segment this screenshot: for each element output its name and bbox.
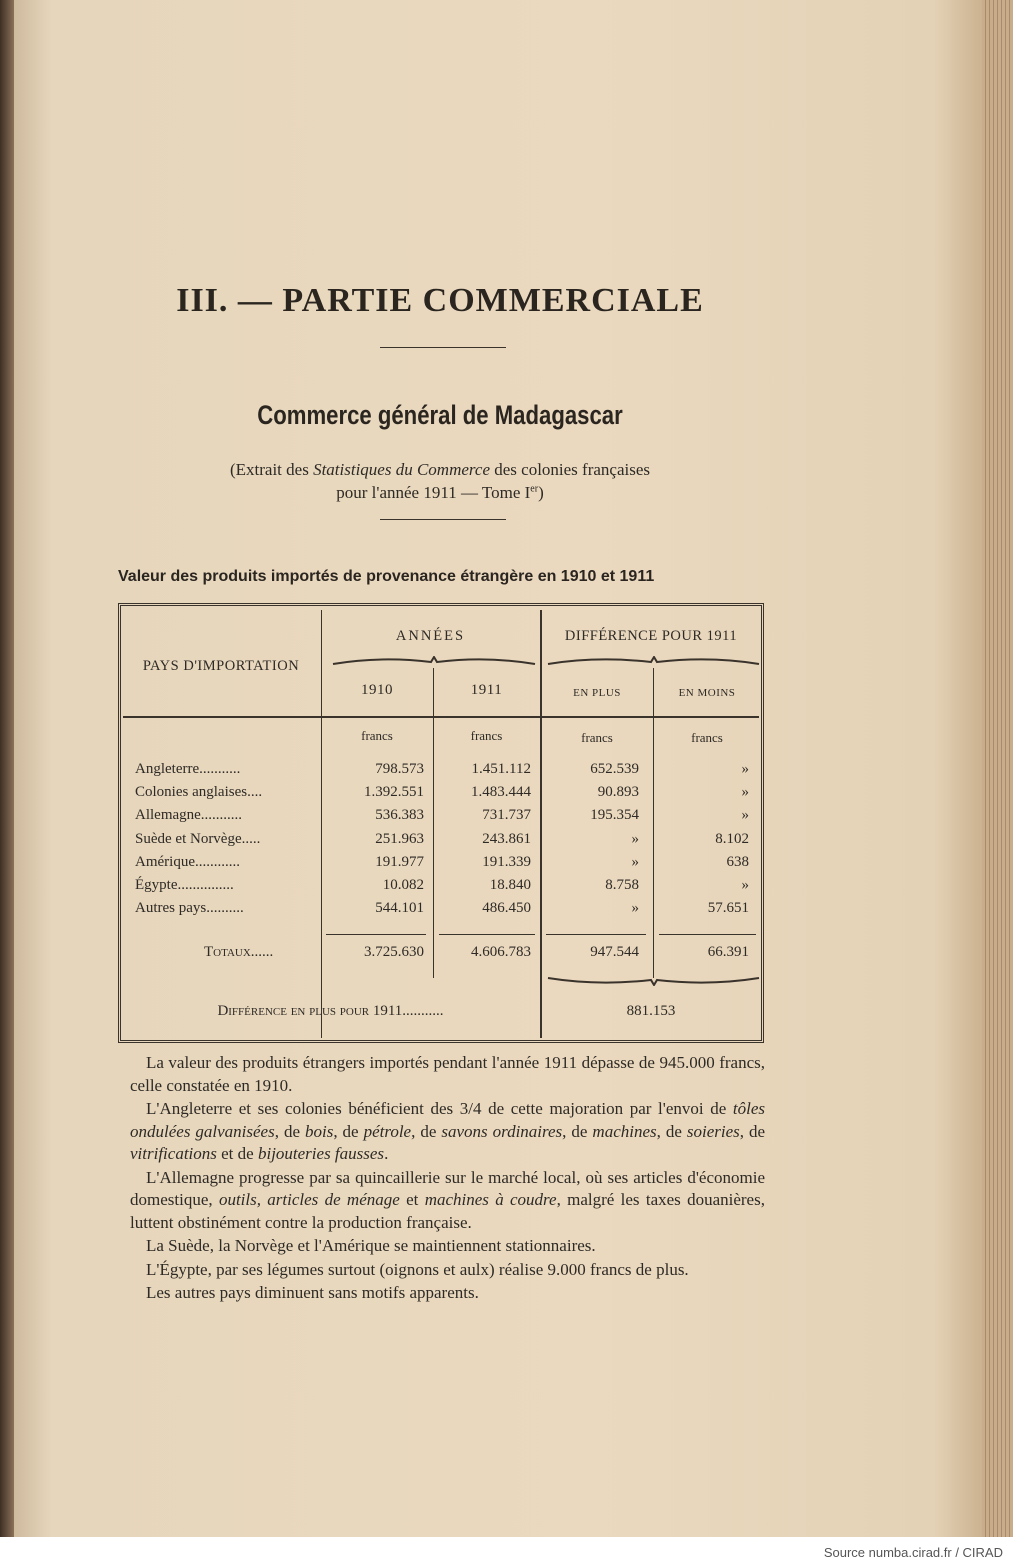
- paragraph: [130, 1282, 765, 1305]
- paragraph-text: , malgré les taxes douanières, luttent obstinément contre la production française.: [130, 1190, 765, 1232]
- paragraph-text: , de: [739, 1121, 766, 1141]
- row-country: Égypte...............: [135, 877, 234, 893]
- header-1910: 1910: [361, 682, 393, 698]
- table-title: Valeur des produits importés de provenance étrangère en 1910 et 1911: [118, 568, 655, 585]
- row-value-y1910: 251.963: [375, 830, 424, 847]
- extract-source: Statistiques du Commerce: [313, 460, 490, 479]
- extract-rule: [380, 519, 506, 520]
- extract-line-2: [100, 483, 780, 503]
- header-1911: 1911: [470, 682, 503, 698]
- paragraph-text: Les autres pays diminuent sans motifs apparents.: [146, 1283, 479, 1302]
- paragraph: [130, 1259, 765, 1282]
- paragraph-text: , de: [656, 1121, 687, 1141]
- row-value-y1910: 536.383: [375, 807, 424, 824]
- diff-brace: [546, 656, 761, 666]
- row-value-moins: »: [741, 877, 749, 893]
- unit-label: francs: [361, 728, 393, 743]
- row-country: Amérique............: [135, 853, 240, 870]
- paragraph-text: et: [399, 1190, 425, 1209]
- totals-rule: [659, 934, 756, 935]
- row-country: Suède et Norvège.....: [135, 830, 261, 847]
- extract-sup: er: [530, 483, 539, 495]
- emphasis-text: machines à coudre: [424, 1190, 557, 1209]
- row-value-moins: 57.651: [707, 900, 749, 917]
- row-value-y1911: 243.861: [482, 830, 531, 847]
- header-en-plus: EN PLUS: [573, 687, 621, 699]
- imports-table: [118, 603, 764, 1043]
- row-value-y1911: 191.339: [482, 853, 531, 870]
- paragraph-text: L'Égypte, par ses légumes surtout (oignons et aulx) réalise 9.000 francs de plus.: [146, 1259, 689, 1279]
- emphasis-text: tôles ondulées galvanisées: [130, 1099, 765, 1141]
- row-country: Allemagne...........: [135, 807, 243, 824]
- row-value-y1911: 1.483.444: [471, 784, 531, 801]
- paragraph-text: et de: [216, 1144, 258, 1163]
- paragraph: [130, 1052, 765, 1097]
- emphasis-text: vitrifications: [130, 1144, 217, 1163]
- unit-label: francs: [691, 730, 723, 745]
- extract-text: des colonies françaises: [489, 460, 651, 479]
- total-1911: 4.606.783: [471, 944, 531, 960]
- total-1910: 3.725.630: [364, 944, 424, 960]
- row-value-y1910: 10.082: [382, 877, 424, 893]
- commentary: [130, 1052, 765, 1305]
- row-value-y1910: 191.977: [375, 853, 424, 870]
- paragraph: [130, 1235, 765, 1258]
- totals-brace: [546, 976, 761, 986]
- row-value-y1910: 544.101: [375, 900, 424, 917]
- row-value-y1910: 1.392.551: [364, 784, 424, 801]
- paragraph-text: , de: [411, 1121, 442, 1141]
- unit-label: francs: [470, 728, 503, 743]
- paragraph-text: .: [384, 1144, 389, 1163]
- row-value-y1911: 486.450: [482, 900, 531, 917]
- extract-text: pour l'année 1911 — Tome I: [336, 483, 531, 502]
- row-country: Colonies anglaises....: [135, 784, 263, 801]
- emphasis-text: bois: [304, 1121, 334, 1141]
- paragraph-text: La Suède, la Norvège et l'Amérique se maintiennent stationnaires.: [146, 1236, 596, 1255]
- row-value-y1910: 798.573: [375, 761, 424, 777]
- row-value-plus: 8.758: [605, 877, 639, 893]
- paragraph-text: , de: [562, 1121, 593, 1141]
- paragraph: [130, 1098, 765, 1166]
- totals-rule: [439, 934, 535, 935]
- row-value-plus: »: [631, 853, 639, 870]
- row-value-y1911: 731.737: [482, 807, 531, 824]
- emphasis-text: soieries: [686, 1121, 740, 1141]
- unit-label: francs: [581, 730, 613, 745]
- emphasis-text: bijouteries fausses: [257, 1144, 385, 1163]
- row-country: Autres pays..........: [135, 900, 244, 917]
- extract-text: (Extrait des: [229, 460, 314, 479]
- section-title: III. — PARTIE COMMERCIALE: [176, 282, 704, 319]
- title-rule: [380, 347, 506, 348]
- years-brace: [331, 656, 537, 666]
- paragraph-text: , de: [274, 1121, 305, 1141]
- paragraph: [130, 1167, 765, 1235]
- totals-rule: [326, 934, 426, 935]
- paragraph-text: La valeur des produits étrangers importés pendant l'année 1911 dépasse de 945.000 francs, celle constatée en 1910.: [130, 1053, 765, 1095]
- row-value-moins: »: [741, 761, 749, 777]
- row-value-plus: 90.893: [597, 784, 639, 801]
- document-subtitle: Commerce général de Madagascar: [257, 400, 623, 430]
- row-value-plus: 195.354: [590, 807, 639, 824]
- book-spine-edge: [0, 0, 14, 1537]
- difference-label: Différence en plus pour 1911...........: [217, 1003, 444, 1019]
- paragraph-text: L'Angleterre et ses colonies bénéficient des 3/4 de cette majoration par l'envoi de: [146, 1099, 733, 1118]
- header-country: PAYS D'IMPORTATION: [142, 658, 300, 674]
- total-en-moins: 66.391: [707, 944, 749, 960]
- row-value-moins: »: [741, 784, 749, 801]
- paragraph-text: L'Allemagne progresse par sa quincaillerie sur le marché local, où ses articles d'économie domestique,: [130, 1167, 765, 1209]
- emphasis-text: savons ordinaires: [441, 1121, 563, 1141]
- row-value-y1911: 18.840: [489, 877, 531, 893]
- header-difference: DIFFÉRENCE POUR 1911: [564, 628, 738, 644]
- page-stack-edge: [982, 0, 1013, 1537]
- row-value-moins: »: [741, 807, 749, 824]
- row-value-y1911: 1.451.112: [471, 761, 531, 777]
- paragraph-text: , de: [333, 1121, 364, 1141]
- extract-line-1: [100, 460, 780, 480]
- emphasis-text: outils, articles de ménage: [218, 1190, 400, 1209]
- extract-text: ): [538, 483, 544, 502]
- source-credit: Source numba.cirad.fr / CIRAD: [823, 1545, 1003, 1560]
- difference-value: 881.153: [626, 1003, 676, 1019]
- header-en-moins: EN MOINS: [678, 687, 736, 699]
- header-years: ANNÉES: [395, 628, 466, 644]
- totals-rule: [546, 934, 646, 935]
- row-value-moins: 8.102: [715, 830, 749, 847]
- row-value-moins: 638: [726, 853, 749, 870]
- header-rule: [123, 716, 759, 718]
- row-value-plus: »: [631, 830, 639, 847]
- row-country: Angleterre...........: [135, 761, 241, 777]
- row-value-plus: 652.539: [590, 761, 639, 777]
- row-value-plus: »: [631, 900, 639, 917]
- totals-label: Totaux......: [204, 944, 274, 960]
- emphasis-text: pétrole: [363, 1121, 412, 1141]
- total-en-plus: 947.544: [590, 944, 639, 960]
- emphasis-text: machines: [592, 1121, 657, 1141]
